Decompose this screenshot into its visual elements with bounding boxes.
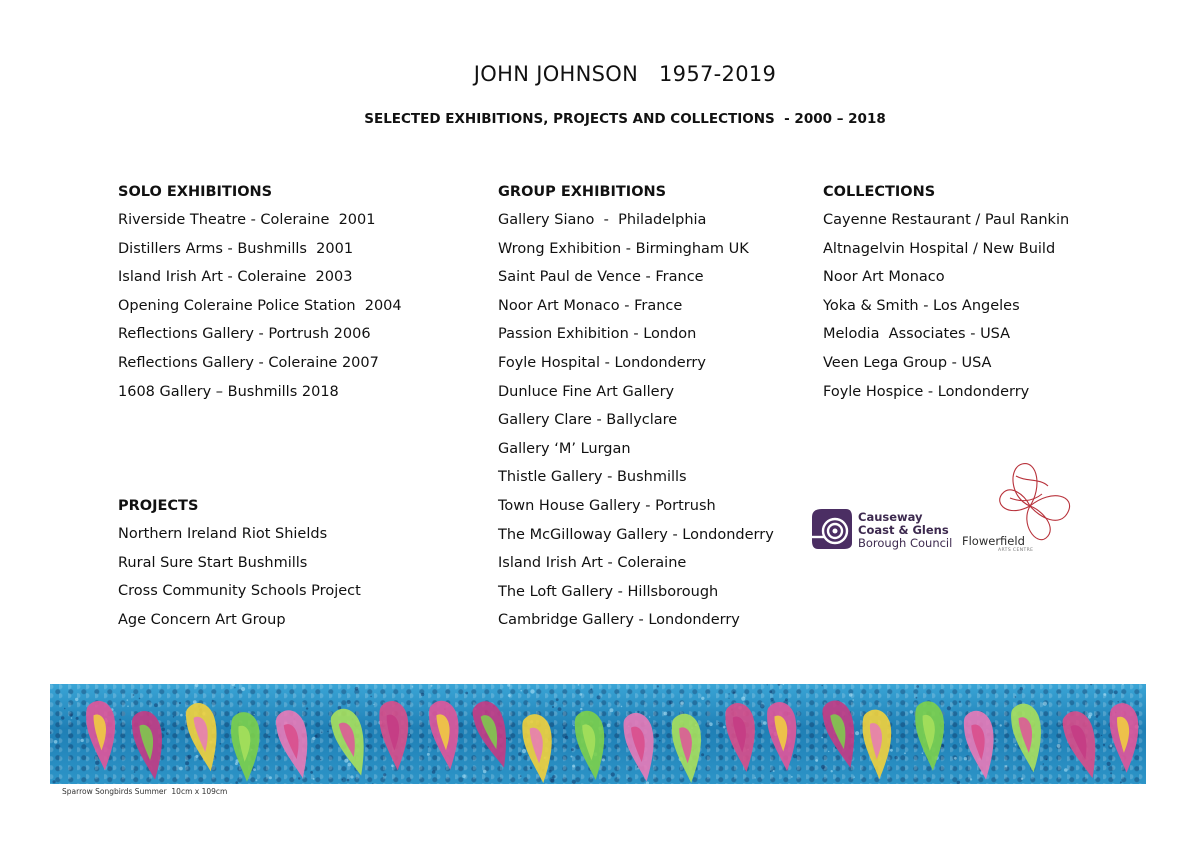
- solo-exhibitions-list: [118, 206, 402, 406]
- ccg-logo-text: [858, 511, 952, 550]
- paint-speck: [70, 713, 73, 716]
- bird-figure: [764, 699, 805, 773]
- paint-speck: [522, 749, 526, 753]
- paint-speck: [235, 781, 238, 784]
- bird-figure: [519, 711, 561, 784]
- paint-speck: [1015, 744, 1017, 746]
- paint-speck: [1043, 763, 1044, 764]
- paint-speck: [573, 725, 574, 726]
- bird-figure: [912, 699, 950, 772]
- bird-figure: [1107, 701, 1145, 774]
- group-exhibitions-section: [498, 178, 774, 635]
- paint-speck: [728, 693, 729, 694]
- paint-speck: [964, 757, 967, 760]
- list-item: Altnagelvin Hospital / New Build: [823, 240, 1056, 257]
- paint-speck: [54, 740, 58, 744]
- list-item: Dunluce Fine Art Gallery: [498, 383, 675, 400]
- paint-speck: [578, 684, 580, 686]
- paint-speck: [791, 776, 793, 778]
- paint-speck: [139, 698, 141, 700]
- paint-speck: [1104, 693, 1107, 696]
- collections-section: [823, 178, 1069, 406]
- paint-speck: [916, 697, 918, 699]
- page-subtitle: SELECTED EXHIBITIONS, PROJECTS AND COLLECTIONS - 2000 – 2018: [364, 111, 886, 127]
- list-item: Riverside Theatre - Coleraine 2001: [118, 212, 376, 228]
- paint-speck: [431, 685, 433, 687]
- paint-speck: [409, 734, 410, 735]
- paint-speck: [1117, 701, 1119, 703]
- paint-speck: [1107, 762, 1111, 766]
- list-item: Veen Lega Group - USA: [823, 354, 992, 371]
- paint-speck: [298, 777, 300, 779]
- list-item: Reflections Gallery - Coleraine 2007: [118, 354, 379, 371]
- list-item: Distillers Arms - Bushmills 2001: [118, 240, 354, 257]
- paint-speck: [432, 770, 436, 774]
- paint-speck: [849, 693, 853, 697]
- paint-speck: [890, 749, 893, 752]
- list-item: Town House Gallery - Portrush: [498, 497, 716, 514]
- paint-speck: [61, 716, 64, 719]
- list-item: Reflections Gallery - Portrush 2006: [118, 326, 371, 343]
- paint-speck: [119, 719, 121, 721]
- paint-speck: [994, 740, 996, 742]
- paint-speck: [571, 748, 574, 751]
- list-item: Age Concern Art Group: [118, 611, 286, 628]
- paint-speck: [549, 770, 552, 773]
- paint-speck: [483, 770, 487, 774]
- paint-speck: [76, 717, 79, 720]
- paint-speck: [767, 684, 768, 685]
- list-item: Foyle Hospice - Londonderry: [823, 383, 1030, 400]
- causeway-coast-glens-logo: [808, 505, 953, 555]
- sparrow-songbirds-painting: [50, 684, 1146, 784]
- bird-figure: [669, 711, 710, 784]
- bird-figure: [620, 710, 665, 784]
- paint-speck: [769, 690, 772, 693]
- list-item: Island Irish Art - Coleraine: [498, 555, 687, 572]
- paint-speck: [520, 775, 522, 777]
- paint-speck: [894, 756, 897, 759]
- list-item: Yoka & Smith - Los Angeles: [823, 297, 1020, 314]
- list-item: Gallery Clare - Ballyclare: [498, 412, 678, 429]
- paint-speck: [530, 767, 533, 770]
- paint-speck: [234, 687, 235, 688]
- paint-speck: [173, 716, 175, 718]
- paint-speck: [664, 712, 668, 716]
- bird-figure: [818, 696, 868, 771]
- paint-speck: [556, 698, 559, 701]
- paint-speck: [462, 774, 466, 778]
- paint-speck: [1114, 690, 1118, 694]
- paint-speck: [773, 770, 775, 772]
- paint-speck: [572, 780, 576, 784]
- paint-speck: [570, 756, 572, 758]
- ccg-line-3: Borough Council: [858, 536, 953, 550]
- paint-speck: [602, 758, 605, 761]
- paint-speck: [180, 714, 183, 717]
- paint-speck: [530, 689, 534, 693]
- paint-speck: [180, 726, 184, 730]
- paint-speck: [793, 754, 797, 758]
- paint-speck: [815, 759, 818, 762]
- paint-speck: [520, 690, 522, 692]
- paint-speck: [659, 740, 661, 742]
- paint-speck: [391, 764, 394, 767]
- paint-speck: [947, 706, 951, 710]
- paint-speck: [75, 698, 78, 701]
- paint-speck: [828, 751, 829, 752]
- paint-speck: [1046, 759, 1048, 761]
- bird-figure: [860, 708, 897, 781]
- flowerfield-logo: [958, 458, 1083, 558]
- list-item: Cayenne Restaurant / Paul Rankin: [823, 212, 1070, 228]
- paint-speck: [241, 687, 245, 691]
- paint-speck: [1120, 781, 1122, 783]
- list-item: Passion Exhibition - London: [498, 326, 697, 343]
- projects-section: [118, 492, 361, 634]
- bird-figure: [425, 698, 468, 772]
- paint-speck: [597, 695, 601, 699]
- paint-speck: [709, 722, 713, 726]
- paint-speck: [941, 744, 944, 747]
- paint-speck: [957, 781, 961, 784]
- paint-speck: [1090, 684, 1092, 685]
- paint-speck: [904, 752, 906, 754]
- paint-speck: [372, 783, 373, 784]
- paint-speck: [268, 736, 270, 738]
- paint-speck: [64, 708, 66, 710]
- paint-speck: [607, 724, 611, 728]
- paint-speck: [253, 768, 256, 771]
- list-item: Rural Sure Start Bushmills: [118, 554, 308, 571]
- paint-speck: [1101, 735, 1102, 736]
- paint-speck: [590, 688, 592, 690]
- paint-speck: [338, 706, 342, 710]
- paint-speck: [212, 700, 214, 702]
- paint-speck: [220, 743, 222, 745]
- paint-speck: [728, 698, 729, 699]
- paint-speck: [95, 761, 99, 765]
- paint-speck: [1000, 724, 1002, 726]
- paint-speck: [347, 779, 350, 782]
- list-item: Gallery ‘M’ Lurgan: [498, 440, 631, 457]
- paint-speck: [269, 776, 272, 779]
- paint-speck: [959, 701, 961, 703]
- list-item: Foyle Hospital - Londonderry: [498, 354, 706, 371]
- paint-speck: [428, 746, 429, 747]
- paint-speck: [370, 696, 372, 698]
- paint-speck: [133, 694, 135, 696]
- paint-speck: [981, 687, 982, 688]
- paint-speck: [81, 739, 84, 742]
- paint-speck: [195, 755, 198, 758]
- list-item: Northern Ireland Riot Shields: [118, 526, 328, 542]
- paint-speck: [507, 684, 510, 687]
- paint-speck: [254, 714, 255, 715]
- paint-speck: [760, 704, 764, 708]
- bird-figure: [571, 708, 613, 782]
- paint-speck: [1088, 715, 1091, 718]
- paint-speck: [1015, 696, 1017, 698]
- flowerfield-name: Flowerfield: [962, 534, 1025, 548]
- paint-speck: [821, 765, 825, 769]
- paint-speck: [127, 699, 129, 701]
- paint-speck: [916, 685, 919, 688]
- list-item: The Loft Gallery - Hillsborough: [498, 583, 719, 600]
- paint-speck: [154, 703, 158, 707]
- paint-speck: [741, 697, 745, 701]
- paint-speck: [1043, 702, 1047, 706]
- list-item: Wrong Exhibition - Birmingham UK: [498, 240, 749, 257]
- paint-speck: [723, 726, 726, 729]
- paint-speck: [552, 706, 554, 708]
- paint-speck: [1110, 744, 1113, 747]
- list-item: Melodia Associates - USA: [823, 326, 1011, 343]
- paint-speck: [922, 752, 924, 754]
- paint-speck: [770, 771, 772, 773]
- paint-speck: [465, 692, 468, 695]
- paint-speck: [580, 693, 583, 696]
- paint-speck: [71, 717, 73, 719]
- paint-speck: [621, 706, 623, 708]
- paint-speck: [427, 753, 430, 756]
- paint-speck: [344, 759, 348, 763]
- list-item: Gallery Siano - Philadelphia: [498, 212, 707, 228]
- paint-speck: [179, 767, 183, 771]
- paint-speck: [518, 752, 522, 756]
- paint-speck: [550, 779, 554, 783]
- paint-speck: [134, 771, 135, 772]
- paint-speck: [347, 700, 351, 704]
- collections-list: [823, 206, 1069, 406]
- paint-speck: [321, 732, 322, 733]
- paint-speck: [970, 778, 972, 780]
- list-item: Cambridge Gallery - Londonderry: [498, 612, 740, 629]
- paint-speck: [646, 781, 649, 784]
- paint-speck: [166, 732, 169, 735]
- list-item: Cross Community Schools Project: [118, 583, 361, 600]
- bird-figure: [960, 708, 1004, 782]
- painting-caption: Sparrow Songbirds Summer 10cm x 109cm: [62, 787, 228, 796]
- ccg-line-2: Coast & Glens: [858, 523, 949, 537]
- paint-speck: [637, 711, 639, 713]
- paint-speck: [185, 761, 189, 765]
- projects-list: [118, 520, 361, 634]
- paint-speck: [628, 778, 629, 779]
- paint-speck: [421, 693, 424, 696]
- paint-speck: [373, 704, 374, 705]
- paint-speck: [657, 685, 659, 687]
- paint-speck: [347, 763, 351, 767]
- paint-speck: [649, 716, 651, 718]
- projects-heading: PROJECTS: [118, 498, 199, 514]
- list-item: 1608 Gallery – Bushmills 2018: [118, 383, 339, 400]
- group-exhibitions-list: [498, 206, 774, 635]
- solo-exhibitions-section: [118, 178, 402, 406]
- collections-heading: COLLECTIONS: [823, 184, 936, 200]
- paint-speck: [733, 691, 735, 693]
- list-item: The McGilloway Gallery - Londonderry: [498, 526, 774, 543]
- paint-speck: [821, 737, 823, 739]
- page-title: JOHN JOHNSON 1957-2019: [473, 62, 777, 86]
- paint-speck: [572, 765, 575, 768]
- solo-exhibitions-heading: SOLO EXHIBITIONS: [118, 184, 273, 200]
- paint-speck: [1110, 772, 1112, 774]
- bird-figure: [83, 699, 123, 772]
- paint-speck: [1057, 744, 1061, 748]
- flowerfield-subtitle: ARTS CENTRE: [998, 548, 1034, 553]
- paint-speck: [127, 705, 129, 707]
- list-item: Noor Art Monaco: [823, 269, 945, 286]
- paint-speck: [821, 685, 823, 687]
- paint-speck: [580, 708, 582, 710]
- bird-figure: [722, 700, 764, 774]
- paint-speck: [718, 722, 719, 723]
- paint-speck: [312, 737, 315, 740]
- list-item: Noor Art Monaco - France: [498, 297, 683, 314]
- paint-speck: [50, 731, 52, 734]
- paint-speck: [1064, 768, 1068, 772]
- paint-speck: [412, 686, 413, 687]
- paint-speck: [306, 707, 308, 709]
- paint-speck: [831, 770, 833, 772]
- paint-speck: [656, 734, 660, 738]
- ccg-spiral-icon: [808, 507, 854, 551]
- paint-speck: [565, 736, 568, 739]
- paint-speck: [785, 698, 788, 701]
- bird-figure: [326, 704, 378, 779]
- bird-figure: [468, 696, 521, 771]
- paint-speck: [188, 755, 192, 759]
- list-item: Thistle Gallery - Bushmills: [498, 469, 687, 486]
- paint-speck: [1021, 778, 1023, 780]
- paint-speck: [383, 773, 386, 776]
- paint-speck: [855, 731, 859, 735]
- list-item: Saint Paul de Vence - France: [498, 269, 704, 286]
- paint-speck: [852, 699, 854, 701]
- paint-speck: [609, 708, 613, 712]
- paint-speck: [563, 727, 565, 729]
- paint-speck: [960, 744, 961, 745]
- paint-speck: [552, 775, 555, 778]
- paint-speck: [355, 687, 359, 691]
- paint-speck: [350, 775, 353, 778]
- paint-speck: [53, 780, 56, 783]
- paint-speck: [854, 777, 855, 778]
- paint-speck: [1005, 765, 1007, 767]
- paint-speck: [1096, 715, 1099, 718]
- paint-speck: [701, 753, 704, 756]
- bird-figure: [1007, 700, 1051, 774]
- paint-speck: [310, 771, 313, 774]
- paint-speck: [327, 731, 328, 732]
- bird-figure: [128, 708, 173, 782]
- ccg-line-1: Causeway: [858, 510, 923, 524]
- paint-speck: [558, 707, 562, 711]
- paint-speck: [681, 701, 684, 704]
- paint-speck: [506, 737, 508, 739]
- paint-speck: [231, 684, 235, 686]
- paint-speck: [910, 710, 913, 713]
- paint-speck: [701, 697, 704, 700]
- paint-speck: [669, 700, 673, 704]
- paint-speck: [508, 737, 511, 740]
- painting-birds: [50, 684, 1146, 784]
- paint-speck: [1122, 684, 1124, 685]
- list-item: Opening Coleraine Police Station 2004: [118, 297, 402, 314]
- paint-speck: [508, 694, 511, 697]
- paint-speck: [778, 684, 781, 686]
- paint-speck: [179, 702, 181, 704]
- bird-figure: [272, 706, 321, 781]
- paint-speck: [255, 779, 257, 781]
- paint-speck: [783, 684, 785, 685]
- paint-speck: [755, 777, 756, 778]
- paint-speck: [611, 772, 615, 776]
- paint-speck: [770, 698, 773, 701]
- paint-speck: [342, 779, 343, 780]
- paint-speck: [320, 759, 322, 761]
- paint-speck: [763, 721, 767, 725]
- bird-figure: [229, 711, 265, 783]
- group-exhibitions-heading: GROUP EXHIBITIONS: [498, 184, 667, 200]
- paint-speck: [954, 757, 957, 760]
- paint-speck: [313, 778, 315, 780]
- paint-speck: [366, 744, 369, 747]
- paint-speck: [1020, 687, 1023, 690]
- paint-speck: [161, 728, 165, 732]
- paint-speck: [195, 684, 199, 687]
- paint-speck: [1103, 744, 1105, 746]
- list-item: Island Irish Art - Coleraine 2003: [118, 269, 353, 286]
